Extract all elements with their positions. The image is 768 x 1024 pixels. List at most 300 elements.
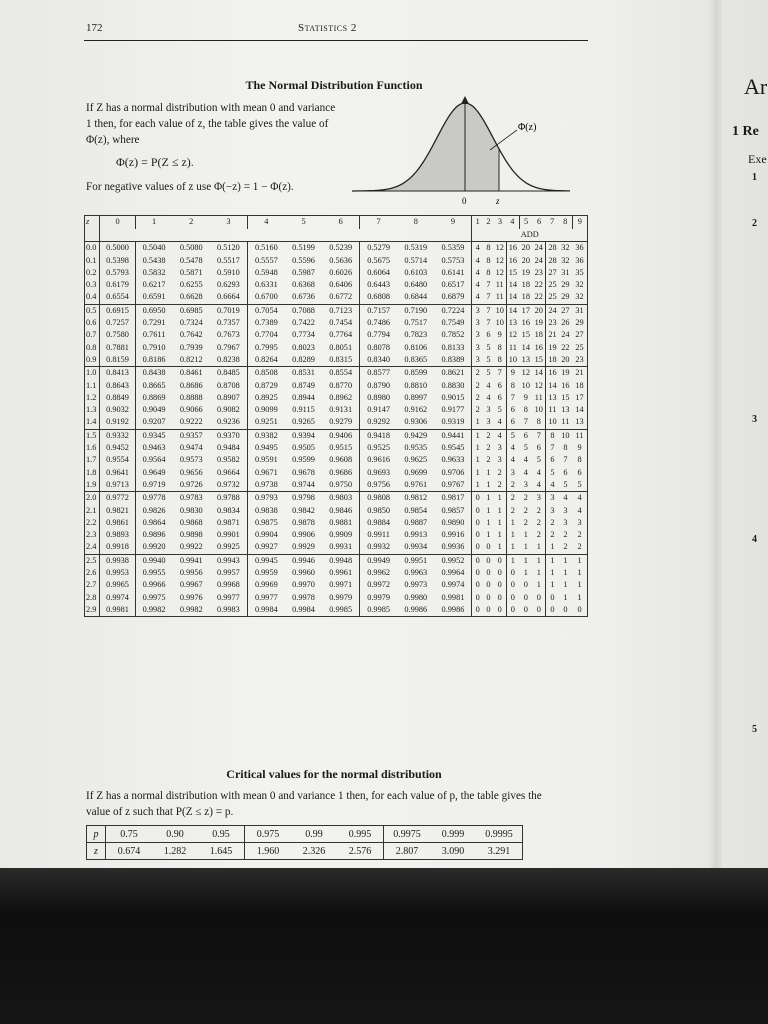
phi-value: 0.9177: [435, 404, 472, 416]
column-header: 9: [435, 216, 472, 230]
add-value: 2: [523, 517, 528, 527]
phi-value: 0.9082: [217, 405, 240, 415]
add-value: 1: [523, 568, 528, 578]
add-value: 25: [546, 291, 559, 304]
phi-value: 0.8770: [329, 380, 353, 390]
add-value: 1: [572, 567, 587, 579]
phi-value: 0.5910: [217, 267, 240, 277]
add-value: 2: [572, 529, 587, 541]
phi-value: 0.9678: [292, 467, 315, 477]
add-value: 32: [572, 291, 587, 304]
add-value: 13: [506, 317, 519, 329]
phi-value: 0.9049: [135, 404, 172, 416]
phi-value: 0.9236: [210, 416, 247, 429]
add-value: 1: [572, 554, 587, 567]
table-header-row: [85, 216, 588, 230]
add-value: 6: [497, 380, 502, 390]
phi-value: 0.9960: [292, 568, 315, 578]
add-value: 0: [506, 592, 519, 604]
critical-z-value: 2.807: [384, 843, 431, 860]
phi-value: 0.8554: [329, 368, 353, 378]
z-value: 1.0: [85, 367, 100, 380]
add-value: 1: [546, 541, 559, 554]
phi-value: 0.9884: [360, 517, 397, 529]
phi-value: 0.9015: [435, 392, 472, 404]
add-value: 10: [495, 305, 504, 315]
add-value: 4: [475, 255, 480, 265]
phi-value: 0.8665: [135, 380, 172, 392]
add-value: 1: [506, 541, 519, 554]
add-value: 2: [572, 541, 587, 554]
phi-value: 0.9981: [435, 592, 472, 604]
add-value: 28: [546, 242, 559, 255]
phi-value: 0.8621: [435, 367, 472, 380]
z-value: 0.8: [85, 342, 100, 354]
add-value: 32: [561, 243, 570, 253]
phi-value: 0.9207: [135, 416, 172, 429]
add-value: 2: [546, 529, 559, 541]
phi-value: 0.7642: [179, 330, 203, 340]
critical-z-value: 3.291: [487, 845, 511, 857]
phi-value: 0.5675: [360, 255, 397, 267]
add-value: 2: [546, 517, 559, 529]
add-value: 20: [559, 354, 572, 367]
critical-p-value: 0.95: [198, 826, 245, 843]
facing-question-number: 4: [752, 534, 757, 545]
table-row: [85, 567, 588, 579]
phi-value: 0.9868: [179, 517, 203, 527]
phi-value: 0.9535: [404, 443, 428, 453]
add-value: 17: [521, 305, 530, 315]
phi-value: 0.9582: [217, 455, 240, 465]
add-value: 8: [486, 243, 491, 253]
phi-value: 0.9909: [329, 530, 353, 540]
phi-value: 0.9826: [135, 505, 172, 517]
phi-value: 0.9898: [179, 530, 203, 540]
add-value: 1: [475, 467, 480, 477]
add-value: 1: [546, 567, 559, 579]
phi-value: 0.7486: [360, 317, 397, 329]
add-value: 3: [536, 493, 541, 503]
add-value: 4: [536, 467, 541, 477]
add-value: 6: [563, 467, 568, 477]
z-value: 1.1: [85, 380, 100, 392]
add-value: 2: [559, 541, 572, 554]
add-value: 27: [561, 305, 570, 315]
phi-value: 0.9952: [435, 554, 472, 567]
intro-text: If Z has a normal distribution with mean 0 and variance 1 then, for each value of z, the table gives the value of Φ(z), where: [86, 102, 336, 146]
phi-value: 0.9564: [135, 454, 172, 466]
zero-label: 0: [462, 196, 467, 206]
critical-z-value: 1.282: [163, 845, 187, 857]
add-value: 12: [521, 368, 530, 378]
critical-z-value: 2.576: [348, 845, 372, 857]
page-gutter-shadow: [708, 0, 722, 868]
add-value: 1: [572, 579, 587, 591]
phi-value: 0.9573: [179, 455, 203, 465]
add-value: 4: [486, 380, 491, 390]
add-value: 3: [475, 305, 480, 315]
add-value: 27: [572, 329, 587, 341]
phi-value: 0.9974: [435, 579, 472, 591]
table-row: [85, 467, 588, 479]
phi-value: 0.9429: [404, 430, 428, 440]
phi-value: 0.9961: [329, 568, 353, 578]
phi-value: 0.8749: [292, 380, 315, 390]
dark-background: [0, 868, 768, 1024]
phi-value: 0.9971: [329, 580, 353, 590]
table-row: [85, 505, 588, 517]
add-value: 14: [506, 279, 519, 291]
add-value: 0: [475, 592, 480, 602]
phi-value: 0.9943: [217, 555, 240, 565]
add-value: 4: [494, 416, 506, 429]
add-value: 20: [521, 243, 530, 253]
phi-value: 0.9545: [435, 442, 472, 454]
table-row: [85, 442, 588, 454]
add-column-header: 6: [532, 216, 545, 230]
phi-value: 0.9904: [247, 529, 284, 541]
add-value: 26: [561, 318, 570, 328]
add-value: 19: [534, 318, 543, 328]
phi-value: 0.8159: [100, 354, 135, 367]
add-value: 0: [546, 592, 559, 604]
phi-value: 0.9980: [404, 592, 428, 602]
phi-value: 0.5120: [217, 243, 240, 253]
phi-value: 0.7357: [217, 318, 240, 328]
phi-value: 0.9616: [360, 454, 397, 466]
phi-value: 0.9066: [179, 405, 203, 415]
phi-value: 0.9750: [322, 479, 359, 492]
phi-value: 0.9418: [360, 429, 397, 442]
add-value: 24: [546, 304, 559, 317]
add-value: 9: [523, 392, 528, 402]
phi-value: 0.8023: [292, 342, 315, 352]
phi-value: 0.6293: [217, 280, 240, 290]
phi-value: 0.9525: [360, 442, 397, 454]
add-value: 32: [572, 279, 587, 291]
add-value: 10: [521, 380, 530, 390]
add-value: 5: [546, 467, 559, 479]
phi-value: 0.9756: [360, 479, 397, 492]
phi-value: 0.9625: [404, 455, 428, 465]
phi-value: 0.5987: [292, 267, 315, 277]
phi-value: 0.9953: [100, 567, 135, 579]
add-value: 2: [536, 517, 541, 527]
phi-value: 0.9319: [435, 416, 472, 429]
add-value: 1: [486, 517, 491, 527]
phi-value: 0.9292: [360, 416, 397, 429]
add-value: 18: [521, 280, 530, 290]
add-value: 1: [536, 555, 541, 565]
phi-value: 0.8051: [329, 342, 353, 352]
phi-value: 0.9984: [285, 604, 322, 617]
table-row: [85, 255, 588, 267]
phi-value: 0.7764: [329, 330, 353, 340]
phi-value: 0.9918: [100, 541, 135, 554]
add-value: 0: [475, 568, 480, 578]
phi-value: 0.8212: [173, 354, 210, 367]
add-value: 0: [497, 592, 502, 602]
add-value: 12: [495, 243, 504, 253]
column-header: 7: [360, 216, 397, 230]
add-value: 0: [475, 493, 480, 503]
phi-value: 0.7549: [435, 317, 472, 329]
phi-value: 0.8962: [329, 392, 353, 402]
add-value: 4: [486, 392, 491, 402]
add-value: 0: [483, 541, 494, 554]
phi-value: 0.9495: [247, 442, 284, 454]
z-value: 2.2: [85, 517, 100, 529]
table-row: [85, 380, 588, 392]
running-head: Statistics 2: [298, 22, 357, 34]
add-value: 10: [534, 405, 543, 415]
phi-value: 0.7881: [100, 342, 135, 354]
phi-value: 0.8315: [322, 354, 359, 367]
facing-question-number: 5: [752, 724, 757, 735]
add-value: 4: [506, 442, 519, 454]
add-value: 31: [572, 304, 587, 317]
add-value: 2: [486, 443, 491, 453]
add-value: 23: [572, 354, 587, 367]
phi-value: 0.7257: [100, 317, 135, 329]
critical-z-value: 3.090: [441, 845, 465, 857]
phi-value: 0.6026: [329, 267, 353, 277]
phi-value: 0.9984: [247, 604, 284, 617]
add-value: 1: [506, 529, 519, 541]
add-value: 0: [536, 592, 541, 602]
add-value: 7: [486, 318, 491, 328]
add-value: 0: [506, 567, 519, 579]
phi-value: 0.7517: [404, 318, 428, 328]
z-value: 2.1: [85, 505, 100, 517]
z-value: 1.2: [85, 392, 100, 404]
phi-value: 0.7580: [100, 329, 135, 341]
phi-value: 0.9332: [100, 429, 135, 442]
table-row: [85, 354, 588, 367]
phi-value: 0.9967: [179, 580, 203, 590]
phi-value: 0.6844: [397, 291, 434, 304]
phi-value: 0.9830: [179, 505, 203, 515]
add-value: 10: [546, 416, 559, 429]
add-value: 19: [546, 342, 559, 354]
phi-value: 0.9738: [247, 479, 284, 492]
add-value: 24: [534, 243, 543, 253]
facing-question-number: 1: [752, 172, 757, 183]
add-value: 27: [546, 267, 559, 279]
phi-value: 0.9985: [360, 604, 397, 617]
phi-value: 0.9222: [173, 416, 210, 429]
phi-value: 0.9927: [247, 541, 284, 554]
add-value: 24: [534, 255, 543, 265]
phi-value: 0.5080: [179, 243, 203, 253]
add-value: 3: [497, 443, 502, 453]
z-value: 2.0: [85, 492, 100, 505]
add-value: 6: [536, 443, 541, 453]
column-header: 3: [210, 216, 247, 230]
z-value: 0.2: [85, 267, 100, 279]
z-value: 2.9: [85, 604, 100, 617]
add-value: 25: [572, 342, 587, 354]
add-column-header: 7: [546, 216, 559, 230]
add-label-row: [85, 229, 588, 242]
add-value: 11: [534, 392, 543, 402]
phi-value: 0.9842: [292, 505, 315, 515]
normal-curve-diagram: [352, 94, 580, 212]
phi-value: 0.6406: [329, 280, 353, 290]
phi-value: 0.9986: [397, 604, 434, 617]
phi-value: 0.6736: [285, 291, 322, 304]
phi-value: 0.9890: [435, 517, 472, 529]
add-value: 2: [486, 430, 491, 440]
add-value: 1: [523, 555, 528, 565]
add-value: 1: [472, 416, 483, 429]
phi-value: 0.5832: [135, 267, 172, 279]
phi-value: 0.8599: [404, 368, 428, 378]
critical-values-table: [86, 825, 523, 860]
add-value: 0: [497, 568, 502, 578]
add-value: 3: [563, 505, 568, 515]
phi-value: 0.7852: [435, 329, 472, 341]
add-value: 3: [475, 342, 480, 352]
add-value: 29: [561, 280, 570, 290]
phi-value: 0.9279: [322, 416, 359, 429]
add-value: 4: [497, 430, 502, 440]
table-row: [85, 279, 588, 291]
add-value: 0: [483, 604, 494, 617]
add-value: 5: [497, 405, 502, 415]
add-value: 4: [532, 479, 545, 492]
add-value: 13: [546, 392, 559, 404]
add-value: 15: [521, 330, 530, 340]
add-value: 3: [497, 455, 502, 465]
add-value: 16: [521, 318, 530, 328]
add-value: 3: [572, 517, 587, 529]
add-value: 13: [572, 416, 587, 429]
add-value: 0: [486, 568, 491, 578]
phi-value: 0.5438: [135, 255, 172, 267]
phi-value: 0.8643: [100, 380, 135, 392]
phi-value: 0.9452: [100, 442, 135, 454]
phi-value: 0.9966: [135, 579, 172, 591]
add-value: 11: [495, 280, 504, 290]
add-value: 29: [572, 317, 587, 329]
add-value: 2: [497, 467, 502, 477]
add-value: 9: [572, 442, 587, 454]
phi-value: 0.7611: [135, 329, 172, 341]
add-value: 4: [475, 243, 480, 253]
add-value: 8: [523, 405, 528, 415]
add-value: 2: [494, 479, 506, 492]
phi-value: 0.9812: [404, 493, 428, 503]
add-value: 9: [497, 330, 502, 340]
phi-value: 0.9857: [435, 505, 472, 517]
add-column-header: 2: [483, 216, 494, 230]
phi-value: 0.8907: [217, 392, 240, 402]
phi-value: 0.8708: [217, 380, 240, 390]
phi-value: 0.8133: [435, 342, 472, 354]
add-value: 2: [523, 505, 528, 515]
column-header: 2: [173, 216, 210, 230]
add-value: 1: [519, 541, 532, 554]
phi-value: 0.9934: [397, 541, 434, 554]
add-value: 8: [486, 267, 491, 277]
facing-question-number: 3: [752, 414, 757, 425]
z-column-header: z: [85, 216, 100, 230]
add-column-header: 1: [472, 216, 483, 230]
phi-value: 0.9965: [100, 579, 135, 591]
phi-value: 0.7224: [435, 304, 472, 317]
phi-value: 0.9941: [179, 555, 203, 565]
critical-z-value: 0.674: [117, 845, 141, 857]
add-value: 13: [519, 354, 532, 367]
phi-value: 0.8944: [292, 392, 315, 402]
add-value: 1: [572, 592, 587, 604]
add-value: 12: [534, 380, 543, 390]
phi-value: 0.9970: [292, 580, 315, 590]
critical-z-value: 1.645: [209, 845, 233, 857]
phi-value: 0.7910: [135, 342, 172, 354]
phi-value: 0.5160: [247, 242, 284, 255]
add-value: 6: [497, 392, 502, 402]
column-header: 5: [285, 216, 322, 230]
phi-value: 0.9131: [329, 405, 353, 415]
add-value: 0: [475, 517, 480, 527]
phi-value: 0.9985: [322, 604, 359, 617]
phi-value: 0.6179: [100, 279, 135, 291]
add-value: 13: [561, 405, 570, 415]
add-value: 2: [475, 368, 480, 378]
add-value: 8: [572, 454, 587, 466]
add-value: 21: [572, 367, 587, 380]
phi-value: 0.9693: [360, 467, 397, 479]
add-value: 6: [486, 330, 491, 340]
negative-values-note: For negative values of z use Φ(−z) = 1 − Φ(z).: [86, 181, 294, 193]
phi-value: 0.7995: [247, 342, 284, 354]
add-value: 16: [546, 367, 559, 380]
add-value: 1: [536, 568, 541, 578]
phi-value: 0.9484: [217, 443, 240, 453]
phi-value: 0.8869: [135, 392, 172, 404]
add-value: 1: [486, 505, 491, 515]
add-value: 0: [497, 555, 502, 565]
phi-value: 0.6331: [247, 279, 284, 291]
add-value: 8: [546, 429, 559, 442]
add-value: 1: [475, 455, 480, 465]
phi-value: 0.9641: [100, 467, 135, 479]
add-value: 6: [572, 467, 587, 479]
table-row: [85, 317, 588, 329]
z-value: 0.4: [85, 291, 100, 304]
phi-value: 0.9834: [217, 505, 240, 515]
phi-value: 0.9554: [100, 454, 135, 466]
phi-value: 0.9732: [210, 479, 247, 492]
phi-value: 0.7019: [217, 305, 240, 315]
phi-value: 0.5319: [404, 243, 428, 253]
phi-value: 0.8531: [292, 368, 315, 378]
add-value: 0: [497, 580, 502, 590]
phi-value: 0.7734: [292, 330, 315, 340]
z-value: 0.6: [85, 317, 100, 329]
phi-value: 0.9932: [360, 541, 397, 554]
z-value: 1.4: [85, 416, 100, 429]
facing-page-heading: 1 Re: [732, 124, 759, 139]
table-row: [85, 454, 588, 466]
phi-value: 0.9864: [135, 517, 172, 529]
phi-value: 0.8365: [397, 354, 434, 367]
phi-value: 0.9838: [247, 505, 284, 517]
add-value: 16: [534, 342, 543, 352]
